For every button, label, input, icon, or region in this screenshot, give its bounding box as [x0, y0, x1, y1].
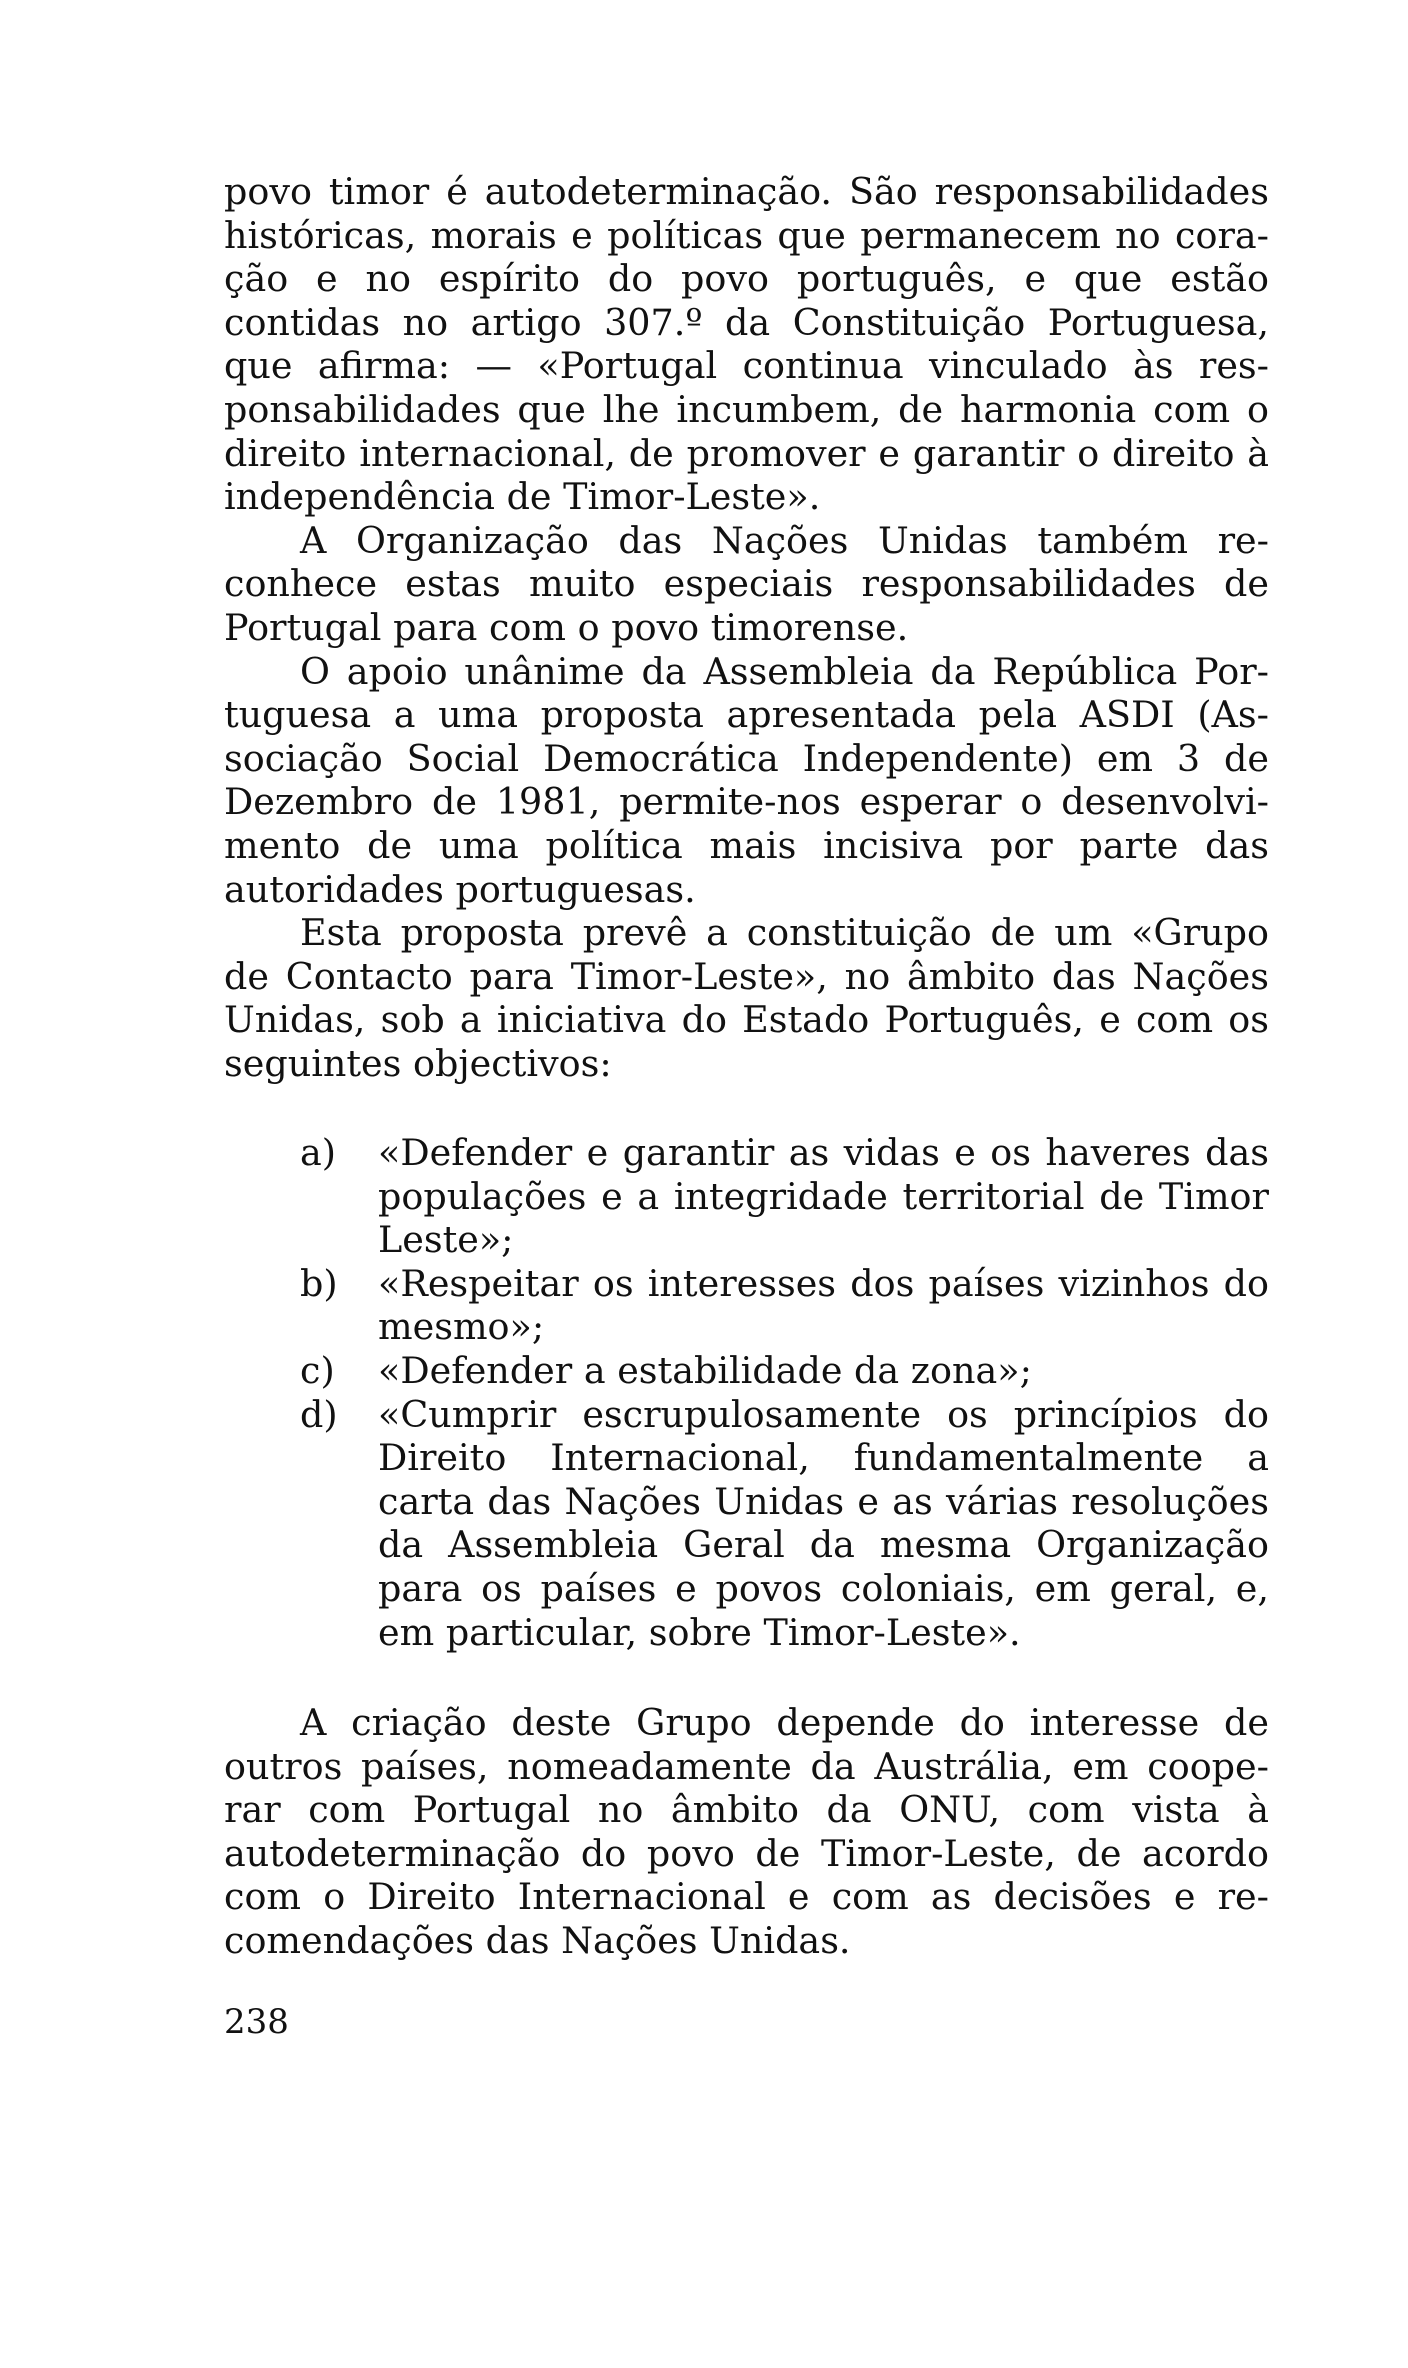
list-item-text: «Defender e garantir as vidas e os haveres das populações e a integridade territorial de Timor Leste»;: [378, 1131, 1269, 1262]
paragraph-proposal: Esta proposta prevê a constituição de um «Grupo de Contacto para Timor-Leste», no âmbito das Nações Unidas, sob a iniciativa do Estado Português, e com os seguintes objectivos:: [224, 911, 1269, 1085]
list-marker: b): [300, 1261, 338, 1305]
list-marker: a): [300, 1131, 337, 1174]
bottom-text-block: [224, 1701, 1269, 1963]
list-marker: d): [300, 1392, 338, 1436]
paragraph-continuation: povo timor é autodeterminação. São responsabilidades históricas, morais e políticas que permanecem no coração e no espírito do povo português, e que estão contidas no artigo 307.º da Constituição Portuguesa, que afirma: — «Portugal continua vinculado às responsabilidades que lhe incumbem, de harmonia com o direito internacional, de promover e garantir o direito à independência de Timor-Leste».: [224, 170, 1269, 519]
list-item: [300, 1393, 1269, 1655]
page-number: 238: [224, 2002, 289, 2042]
list-item-text: «Respeitar os interesses dos países vizinhos do mesmo»;: [378, 1261, 1269, 1349]
list-item-text: «Cumprir escrupulosamente os princípios do Direito Internacional, fundamentalmente a carta das Nações Unidas e as várias resoluções da Assembleia Geral da mesma Organização para os países e povos coloniais, em geral, e, em particular, sobre Timor-Leste».: [378, 1392, 1269, 1654]
list-item: [300, 1262, 1269, 1349]
list-item: [300, 1349, 1269, 1393]
paragraph-group-creation: A criação deste Grupo depende do interesse de outros países, nomeadamente da Austrália, em cooperar com Portugal no âmbito da ONU, com vista à autodeterminação do povo de Timor-Leste, de acordo com o Direito Internacional e com as decisões e recomendações das Nações Unidas.: [224, 1701, 1269, 1962]
list-item-text: «Defender a estabilidade da zona»;: [378, 1348, 1032, 1392]
paragraph-assembly-support: O apoio unânime da Assembleia da República Portuguesa a uma proposta apresentada pela ASDI (Associação Social Democrática Independente) em 3 de Dezembro de 1981, permite-nos esperar o desenvolvimento de uma política mais incisiva por parte das autoridades portuguesas.: [224, 649, 1269, 911]
list-item: [300, 1131, 1269, 1262]
objectives-list: [300, 1131, 1269, 1654]
list-marker: c): [300, 1348, 335, 1392]
top-text-block: [224, 170, 1269, 1085]
paragraph-un-recognition: A Organização das Nações Unidas também reconhece estas muito especiais responsabilidades de Portugal para com o povo timorense.: [224, 518, 1269, 649]
